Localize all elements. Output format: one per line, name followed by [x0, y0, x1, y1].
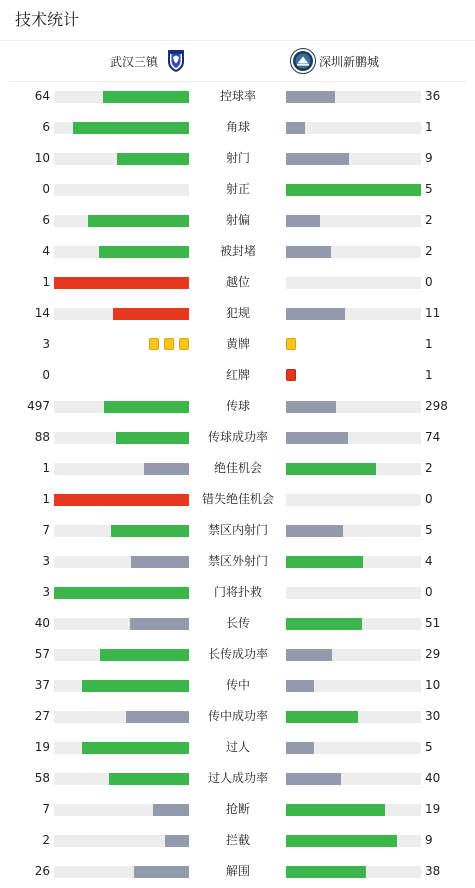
stat-label: 长传成功率 — [207, 647, 268, 661]
stat-label: 禁区外射门 — [207, 554, 268, 568]
home-value: 27 — [34, 709, 50, 723]
stat-row — [0, 794, 475, 825]
away-value: 0 — [425, 275, 433, 289]
stat-label: 被封堵 — [219, 244, 256, 258]
away-value: 5 — [425, 182, 433, 196]
stat-label: 长传 — [225, 616, 250, 630]
away-bar-fill — [286, 618, 362, 630]
page-title: 技术统计 — [15, 10, 80, 29]
away-value: 29 — [425, 647, 441, 661]
home-team[interactable] — [110, 49, 188, 73]
home-bar-fill — [111, 525, 189, 537]
home-bar-fill — [99, 246, 189, 258]
home-bar-track — [54, 432, 189, 444]
home-bar-fill — [82, 680, 189, 692]
away-bar-track — [286, 587, 421, 599]
home-value: 37 — [34, 678, 50, 692]
home-value: 58 — [34, 771, 50, 785]
home-bar-track — [54, 618, 189, 630]
home-bar-track — [54, 711, 189, 723]
stat-row — [0, 391, 475, 422]
away-value: 74 — [425, 430, 441, 444]
stat-row — [0, 577, 475, 608]
away-bar-track — [286, 91, 421, 103]
stat-label: 绝佳机会 — [213, 461, 262, 475]
away-bar-track — [286, 742, 421, 754]
stat-row — [0, 763, 475, 794]
home-bar-fill — [116, 432, 189, 444]
home-bar-track — [54, 773, 189, 785]
home-bar-fill — [54, 277, 189, 289]
home-value: 19 — [34, 740, 50, 754]
away-bar-track — [286, 618, 421, 630]
away-cards — [286, 338, 301, 350]
away-bar-track — [286, 184, 421, 196]
stat-label: 红牌 — [225, 368, 250, 382]
stat-row — [0, 81, 475, 112]
stat-row — [0, 174, 475, 205]
home-bar-fill — [134, 866, 189, 878]
stat-label: 控球率 — [219, 89, 256, 103]
away-value: 38 — [425, 864, 441, 878]
home-bar-fill — [109, 773, 189, 785]
home-value: 0 — [42, 182, 50, 196]
stat-label: 传中成功率 — [207, 709, 268, 723]
home-cards — [144, 338, 189, 350]
away-bar-track — [286, 556, 421, 568]
away-bar-fill — [286, 773, 341, 785]
home-bar-track — [54, 649, 189, 661]
away-bar-track — [286, 246, 421, 258]
home-bar-fill — [104, 401, 189, 413]
away-value: 2 — [425, 244, 433, 258]
home-value: 1 — [42, 492, 50, 506]
away-bar-fill — [286, 91, 335, 103]
home-bar-track — [54, 804, 189, 816]
away-bar-track — [286, 153, 421, 165]
away-bar-fill — [286, 525, 343, 537]
home-bar-track — [54, 277, 189, 289]
stat-label: 传球成功率 — [207, 430, 268, 444]
away-value: 2 — [425, 213, 433, 227]
stat-label: 越位 — [225, 275, 250, 289]
away-bar-fill — [286, 711, 358, 723]
away-bar-fill — [286, 401, 336, 413]
away-value: 298 — [425, 399, 448, 413]
away-bar-fill — [286, 153, 349, 165]
stat-label: 射正 — [225, 182, 250, 196]
away-value: 4 — [425, 554, 433, 568]
home-bar-fill — [130, 618, 189, 630]
away-team-name: 深圳新鹏城 — [319, 54, 380, 69]
away-value: 36 — [425, 89, 441, 103]
stat-label: 抢断 — [225, 802, 250, 816]
home-bar-fill — [73, 122, 189, 134]
away-bar-track — [286, 804, 421, 816]
away-bar-track — [286, 711, 421, 723]
home-value: 1 — [42, 275, 50, 289]
home-bar-fill — [54, 587, 189, 599]
stat-label: 黄牌 — [225, 337, 250, 351]
home-bar-track — [54, 91, 189, 103]
away-bar-track — [286, 122, 421, 134]
away-value: 30 — [425, 709, 441, 723]
home-bar-fill — [117, 153, 189, 165]
home-value: 40 — [34, 616, 50, 630]
home-bar-track — [54, 525, 189, 537]
home-bar-track — [54, 742, 189, 754]
home-value: 2 — [42, 833, 50, 847]
home-bar-track — [54, 835, 189, 847]
away-bar-track — [286, 494, 421, 506]
away-bar-fill — [286, 649, 332, 661]
away-bar-track — [286, 432, 421, 444]
stat-row — [0, 453, 475, 484]
stat-label: 拦截 — [225, 833, 250, 847]
away-value: 10 — [425, 678, 441, 692]
home-value: 1 — [42, 461, 50, 475]
away-value: 2 — [425, 461, 433, 475]
stat-row — [0, 298, 475, 329]
home-bar-track — [54, 680, 189, 692]
home-bar-track — [54, 556, 189, 568]
home-value: 26 — [34, 864, 50, 878]
away-value: 1 — [425, 368, 433, 382]
away-bar-track — [286, 525, 421, 537]
away-bar-fill — [286, 308, 345, 320]
away-value: 1 — [425, 337, 433, 351]
away-bar-track — [286, 463, 421, 475]
yellow-card-icon — [286, 338, 296, 350]
home-bar-fill — [165, 835, 189, 847]
away-bar-track — [286, 866, 421, 878]
away-value: 19 — [425, 802, 441, 816]
stat-row — [0, 670, 475, 701]
home-value: 3 — [42, 585, 50, 599]
home-bar-fill — [100, 649, 189, 661]
home-value: 6 — [42, 213, 50, 227]
stat-row — [0, 484, 475, 515]
stat-row — [0, 236, 475, 267]
away-bar-fill — [286, 556, 363, 568]
stat-label: 角球 — [225, 120, 250, 134]
away-value: 0 — [425, 585, 433, 599]
home-bar-track — [54, 153, 189, 165]
stat-row — [0, 825, 475, 856]
away-team-crest-icon — [290, 48, 316, 74]
red-card-icon — [286, 369, 296, 381]
home-bar-fill — [126, 711, 189, 723]
home-bar-fill — [54, 494, 189, 506]
away-value: 5 — [425, 523, 433, 537]
home-value: 3 — [42, 337, 50, 351]
yellow-card-icon — [149, 338, 159, 350]
stat-row — [0, 732, 475, 763]
home-value: 14 — [34, 306, 50, 320]
stat-row — [0, 267, 475, 298]
stat-label: 射门 — [225, 151, 250, 165]
home-bar-fill — [103, 91, 189, 103]
home-value: 57 — [34, 647, 50, 661]
stat-row — [0, 360, 475, 391]
home-bar-fill — [131, 556, 189, 568]
away-bar-track — [286, 401, 421, 413]
home-bar-track — [54, 246, 189, 258]
home-bar-track — [54, 494, 189, 506]
home-value: 88 — [34, 430, 50, 444]
away-bar-track — [286, 773, 421, 785]
stat-label: 过人成功率 — [207, 771, 268, 785]
away-bar-fill — [286, 246, 331, 258]
stat-row — [0, 112, 475, 143]
team-header — [9, 41, 466, 82]
home-value: 497 — [27, 399, 50, 413]
away-bar-fill — [286, 866, 366, 878]
away-bar-fill — [286, 463, 376, 475]
stat-label: 犯规 — [225, 306, 250, 320]
away-bar-track — [286, 835, 421, 847]
away-bar-track — [286, 680, 421, 692]
stat-label: 门将扑救 — [213, 585, 262, 599]
home-value: 7 — [42, 523, 50, 537]
away-value: 51 — [425, 616, 441, 630]
home-bar-track — [54, 308, 189, 320]
stat-row — [0, 701, 475, 732]
away-bar-track — [286, 649, 421, 661]
away-bar-fill — [286, 432, 348, 444]
stat-row — [0, 329, 475, 360]
away-bar-fill — [286, 804, 385, 816]
home-value: 3 — [42, 554, 50, 568]
home-bar-track — [54, 587, 189, 599]
home-value: 64 — [34, 89, 50, 103]
away-bar-fill — [286, 680, 314, 692]
away-value: 9 — [425, 833, 433, 847]
stat-row — [0, 856, 475, 887]
away-value: 40 — [425, 771, 441, 785]
stat-label: 传中 — [225, 678, 250, 692]
away-cards — [286, 369, 301, 381]
away-bar-track — [286, 308, 421, 320]
away-team[interactable] — [290, 48, 379, 74]
away-value: 9 — [425, 151, 433, 165]
home-value: 4 — [42, 244, 50, 258]
stat-row — [0, 546, 475, 577]
stat-label: 禁区内射门 — [207, 523, 268, 537]
away-bar-fill — [286, 122, 305, 134]
stats-list — [0, 81, 475, 887]
home-bar-fill — [153, 804, 189, 816]
away-bar-track — [286, 215, 421, 227]
stat-row — [0, 422, 475, 453]
away-bar-fill — [286, 215, 320, 227]
home-bar-track — [54, 122, 189, 134]
away-bar-fill — [286, 835, 397, 847]
stat-row — [0, 143, 475, 174]
home-bar-track — [54, 184, 189, 196]
away-value: 1 — [425, 120, 433, 134]
home-bar-fill — [144, 463, 189, 475]
home-team-crest-icon — [164, 49, 188, 73]
home-bar-track — [54, 215, 189, 227]
home-bar-track — [54, 866, 189, 878]
away-bar-fill — [286, 184, 421, 196]
stat-row — [0, 639, 475, 670]
away-bar-track — [286, 277, 421, 289]
home-bar-track — [54, 463, 189, 475]
away-value: 0 — [425, 492, 433, 506]
away-value: 5 — [425, 740, 433, 754]
home-bar-fill — [82, 742, 189, 754]
home-value: 10 — [34, 151, 50, 165]
stat-label: 传球 — [225, 399, 250, 413]
yellow-card-icon — [179, 338, 189, 350]
home-bar-fill — [88, 215, 189, 227]
home-team-name: 武汉三镇 — [109, 54, 158, 69]
home-value: 0 — [42, 368, 50, 382]
home-value: 7 — [42, 802, 50, 816]
stat-row — [0, 205, 475, 236]
away-value: 11 — [425, 306, 441, 320]
home-bar-track — [54, 401, 189, 413]
home-bar-fill — [113, 308, 189, 320]
stat-label: 错失绝佳机会 — [201, 492, 274, 506]
stat-row — [0, 608, 475, 639]
stat-row — [0, 515, 475, 546]
stat-label: 射偏 — [225, 213, 250, 227]
stat-label: 过人 — [225, 740, 250, 754]
yellow-card-icon — [164, 338, 174, 350]
stat-label: 解围 — [225, 864, 250, 878]
home-value: 6 — [42, 120, 50, 134]
away-bar-fill — [286, 742, 314, 754]
